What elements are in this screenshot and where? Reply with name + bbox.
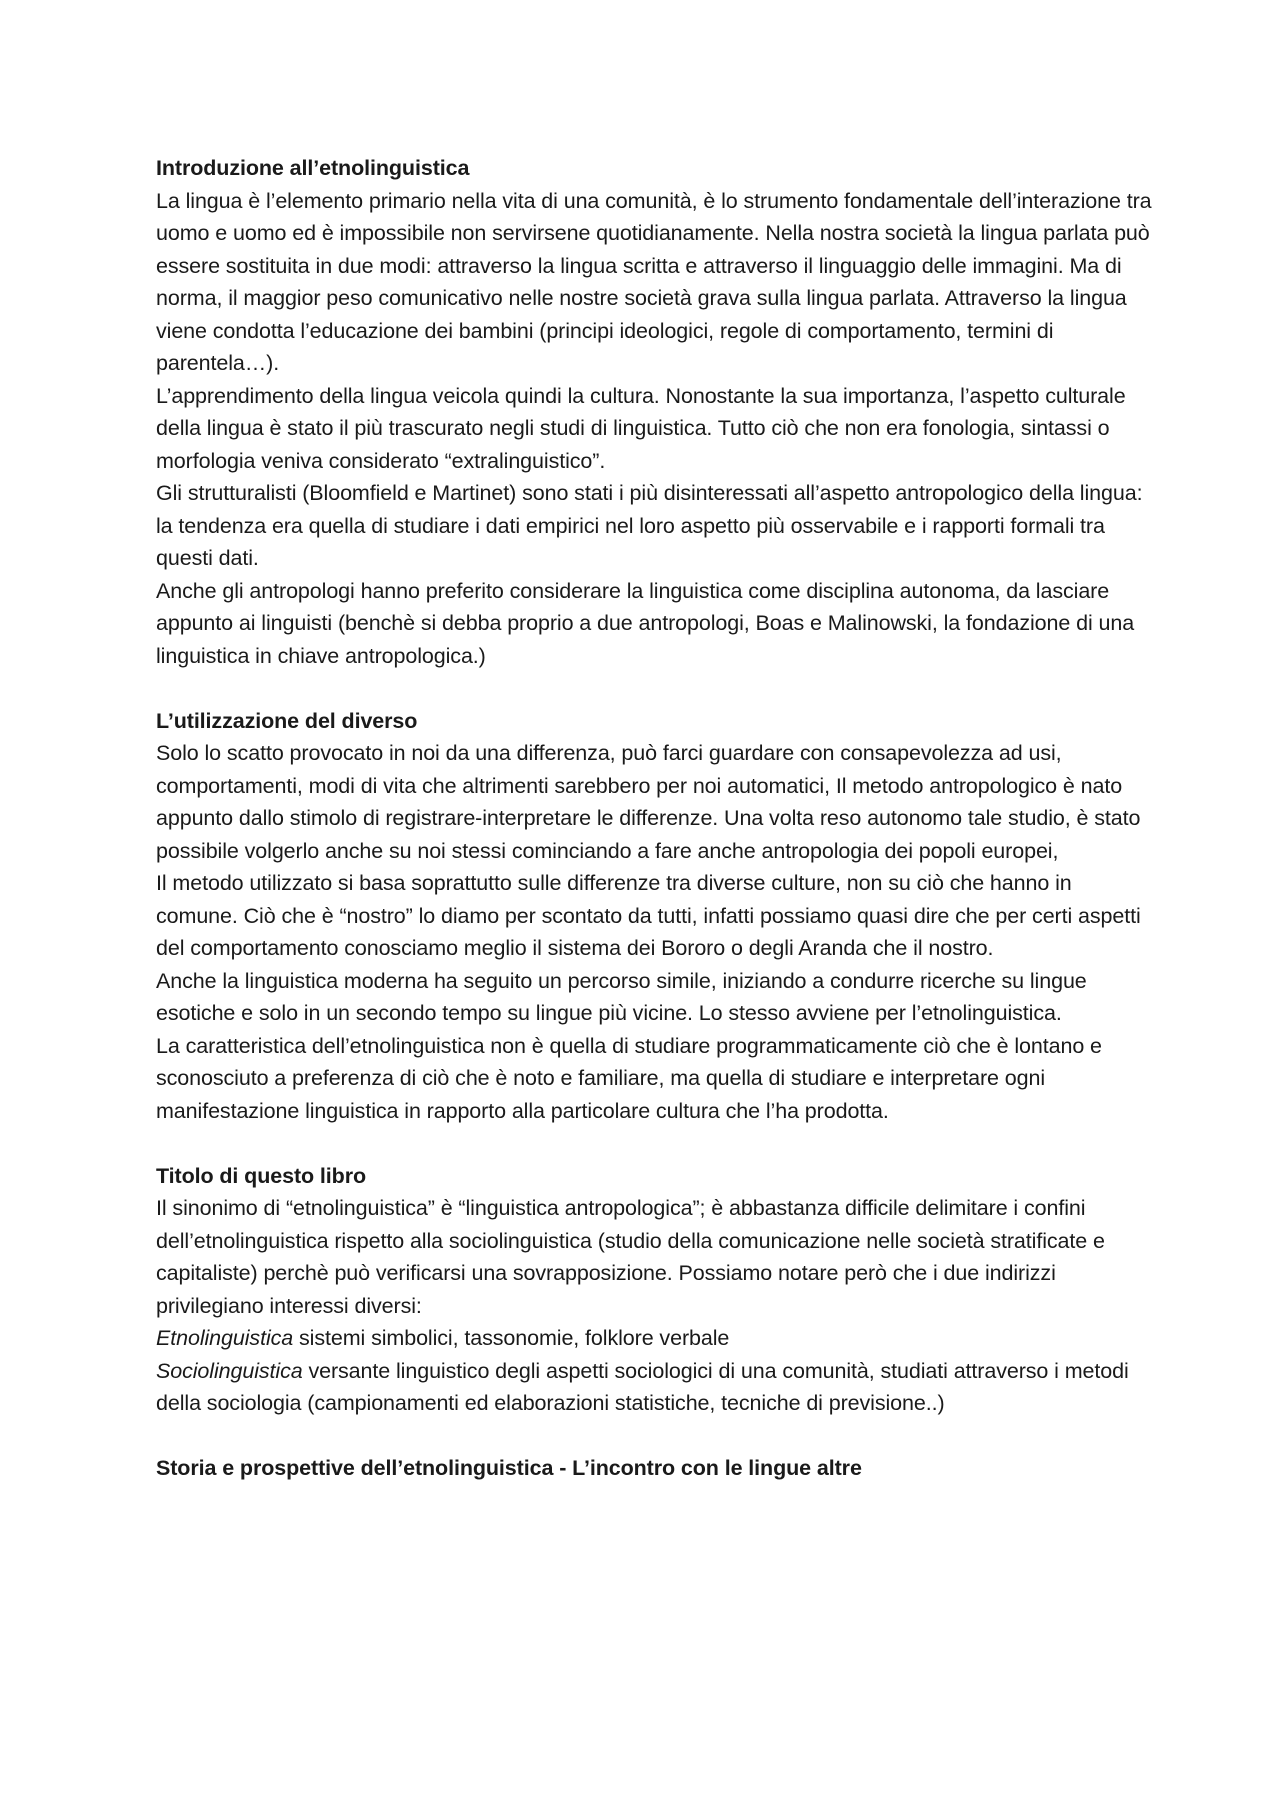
paragraph: La caratteristica dell’etnolinguistica non è quella di studiare programmaticamente ciò che è lontano e sconosciuto a preferenza di ciò che è noto e familiare, ma quella di studiare e interpretare ogni manifestazione linguistica in rapporto alla particolare cultura che l’ha prodotta.: [156, 1033, 1102, 1123]
definition-text: versante linguistico degli aspetti sociologici di una comunità, studiati attraverso i metodi della sociologia (campionamenti ed elaborazioni statistiche, tecniche di previsione..): [156, 1358, 1129, 1415]
definition-term: Sociolinguistica: [156, 1358, 303, 1383]
paragraph: Anche gli antropologi hanno preferito considerare la linguistica come disciplina autonoma, da lasciare appunto ai linguisti (benchè si debba proprio a due antropologi, Boas e Malinowski, la fondazione di una linguistica in chiave antropologica.): [156, 578, 1135, 668]
paragraph: Anche la linguistica moderna ha seguito un percorso simile, iniziando a condurre ricerche su lingue esotiche e solo in un secondo tempo su lingue più vicine. Lo stesso avviene per l’etnolinguistica.: [156, 968, 1087, 1025]
definition-line: [156, 1322, 1156, 1355]
paragraph: Gli strutturalisti (Bloomfield e Martinet) sono stati i più disinteressati all’aspetto antropologico della lingua: la tendenza era quella di studiare i dati empirici nel loro aspetto più osservabile e i rapporti formali tra questi dati.: [156, 481, 1143, 570]
paragraph: Il sinonimo di “etnolinguistica” è “linguistica antropologica”; è abbastanza difficile delimitare i confini dell’etnolinguistica rispetto alla sociolinguistica (studio della comunicazione nelle società stratificate e capitaliste) perchè può verificarsi una sovrapposizione. Possiamo notare però che i due indirizzi privilegiano interessi diversi:: [156, 1196, 1105, 1318]
section-heading: Introduzione all’etnolinguistica: [156, 156, 470, 180]
paragraph: Solo lo scatto provocato in noi da una differenza, può farci guardare con consapevolezza ad usi, comportamenti, modi di vita che altrimenti sarebbero per noi automatici, Il metodo antropologico è nato appunto dallo stimolo di registrare-interpretare le differenze. Una volta reso autonomo tale studio, è stato possibile volgerlo anche su noi stessi cominciando a fare anche antropologia dei popoli europei,: [156, 741, 1141, 863]
blank-line: [156, 1420, 1156, 1453]
blank-line: [156, 672, 1156, 705]
section-heading: L’utilizzazione del diverso: [156, 708, 418, 733]
section-heading: Titolo di questo libro: [156, 1163, 366, 1188]
document-page: [156, 152, 1156, 1485]
definition-line: [156, 1355, 1156, 1420]
paragraph: Il metodo utilizzato si basa soprattutto sulle differenze tra diverse culture, non su ciò che hanno in comune. Ciò che è “nostro” lo diamo per scontato da tutti, infatti possiamo quasi dire che per certi aspetti del comportamento conosciamo meglio il sistema dei Bororo o degli Aranda che il nostro.: [156, 871, 1141, 960]
definition-text: sistemi simbolici, tassonomie, folklore verbale: [293, 1326, 730, 1350]
blank-line: [156, 1127, 1156, 1160]
section-heading: Storia e prospettive dell’etnolinguistica - L’incontro con le lingue altre: [156, 1456, 862, 1480]
paragraph: L’apprendimento della lingua veicola quindi la cultura. Nonostante la sua importanza, l’aspetto culturale della lingua è stato il più trascurato negli studi di linguistica. Tutto ciò che non era fonologia, sintassi o morfologia veniva considerato “extralinguistico”.: [156, 383, 1126, 473]
paragraph: La lingua è l’elemento primario nella vita di una comunità, è lo strumento fondamentale dell’interazione tra uomo e uomo ed è impossibile non servirsene quotidianamente. Nella nostra società la lingua parlata può essere sostituita in due modi: attraverso la lingua scritta e attraverso il linguaggio delle immagini. Ma di norma, il maggior peso comunicativo nelle nostre società grava sulla lingua parlata. Attraverso la lingua viene condotta l’educazione dei bambini (principi ideologici, regole di comportamento, termini di parentela…).: [156, 188, 1152, 375]
definition-term: Etnolinguistica: [156, 1326, 294, 1350]
